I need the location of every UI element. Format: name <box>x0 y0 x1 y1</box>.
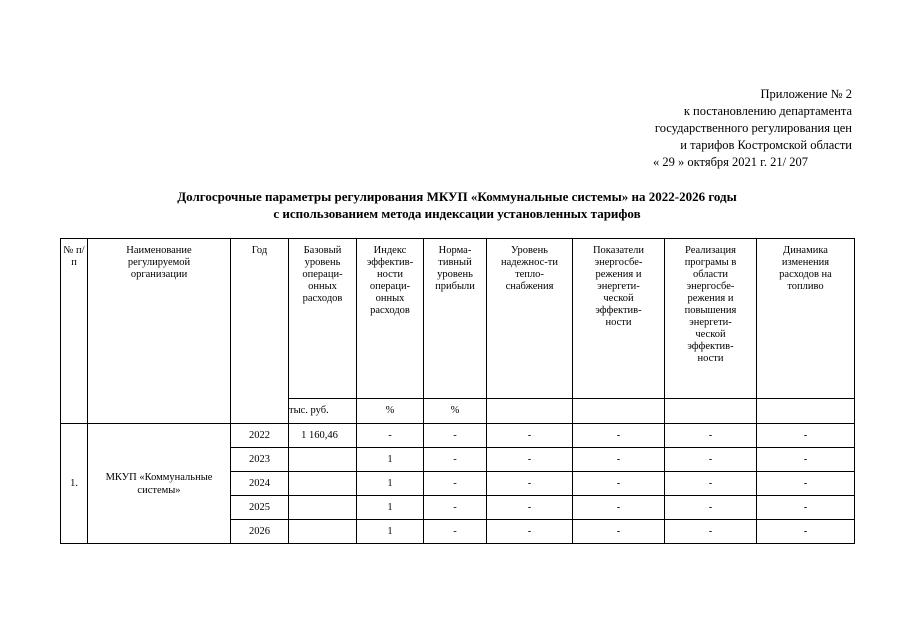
unit-empty <box>757 399 855 424</box>
org-number: 1. <box>61 424 88 544</box>
unit-empty <box>487 399 573 424</box>
cell-base <box>289 448 357 472</box>
cell-program: - <box>665 472 757 496</box>
cell-base <box>289 496 357 520</box>
cell-base <box>289 472 357 496</box>
header-profit: Норма-тивный уровень прибыли <box>424 239 487 399</box>
header-org: Наименование регулируемой организации <box>88 239 231 424</box>
unit-empty <box>573 399 665 424</box>
cell-fuel: - <box>757 520 855 544</box>
org-name: МКУП «Коммунальные системы» <box>88 424 231 544</box>
cell-base: 1 160,46 <box>289 424 357 448</box>
cell-program: - <box>665 448 757 472</box>
cell-fuel: - <box>757 424 855 448</box>
cell-reliability: - <box>487 472 573 496</box>
header-reliability: Уровень надежнос-ти тепло-снабжения <box>487 239 573 399</box>
unit-base: тыс. руб. <box>289 399 357 424</box>
cell-energy: - <box>573 424 665 448</box>
cell-index: 1 <box>357 472 424 496</box>
header-energy-indicators: Показатели энергосбе-режения и энергети-ческой эффектив-ности <box>573 239 665 399</box>
unit-empty <box>665 399 757 424</box>
cell-index: 1 <box>357 448 424 472</box>
cell-program: - <box>665 424 757 448</box>
unit-index: % <box>357 399 424 424</box>
cell-profit: - <box>424 520 487 544</box>
header-fuel: Динамика изменения расходов на топливо <box>757 239 855 399</box>
cell-energy: - <box>573 496 665 520</box>
cell-year: 2026 <box>231 520 289 544</box>
cell-reliability: - <box>487 424 573 448</box>
header-year: Год <box>231 239 289 424</box>
cell-year: 2023 <box>231 448 289 472</box>
cell-energy: - <box>573 448 665 472</box>
header-num: № п/п <box>61 239 88 424</box>
parameters-table <box>60 238 855 544</box>
cell-year: 2025 <box>231 496 289 520</box>
title-line-2: с использованием метода индексации установленных тарифов <box>273 206 641 221</box>
header-index: Индекс эффектив-ности операци-онных расходов <box>357 239 424 399</box>
cell-reliability: - <box>487 496 573 520</box>
cell-profit: - <box>424 424 487 448</box>
cell-fuel: - <box>757 448 855 472</box>
cell-index: 1 <box>357 496 424 520</box>
cell-profit: - <box>424 496 487 520</box>
cell-fuel: - <box>757 472 855 496</box>
cell-profit: - <box>424 472 487 496</box>
cell-energy: - <box>573 472 665 496</box>
document-title <box>60 188 854 222</box>
cell-index: - <box>357 424 424 448</box>
appendix-line: Приложение № 2 <box>760 87 852 101</box>
cell-reliability: - <box>487 520 573 544</box>
unit-profit: % <box>424 399 487 424</box>
appendix-line: и тарифов Костромской области <box>680 138 852 152</box>
cell-base <box>289 520 357 544</box>
appendix-line: государственного регулирования цен <box>654 121 852 135</box>
cell-program: - <box>665 520 757 544</box>
header-program: Реализация програмы в области энергосбе-режения и повышения энергети-ческой эффектив-ности <box>665 239 757 399</box>
cell-year: 2022 <box>231 424 289 448</box>
appendix-block <box>560 86 852 171</box>
appendix-line: к постановлению департамента <box>683 104 852 118</box>
header-base: Базовый уровень операци-онных расходов <box>289 239 357 399</box>
cell-reliability: - <box>487 448 573 472</box>
table-row <box>61 424 855 448</box>
title-line-1: Долгосрочные параметры регулирования МКУП «Коммунальные системы» на 2022-2026 годы <box>177 189 737 204</box>
cell-index: 1 <box>357 520 424 544</box>
cell-profit: - <box>424 448 487 472</box>
cell-fuel: - <box>757 496 855 520</box>
cell-energy: - <box>573 520 665 544</box>
header-row <box>61 239 855 399</box>
cell-year: 2024 <box>231 472 289 496</box>
appendix-line: « 29 » октября 2021 г. 21/ 207 <box>652 155 808 169</box>
cell-program: - <box>665 496 757 520</box>
